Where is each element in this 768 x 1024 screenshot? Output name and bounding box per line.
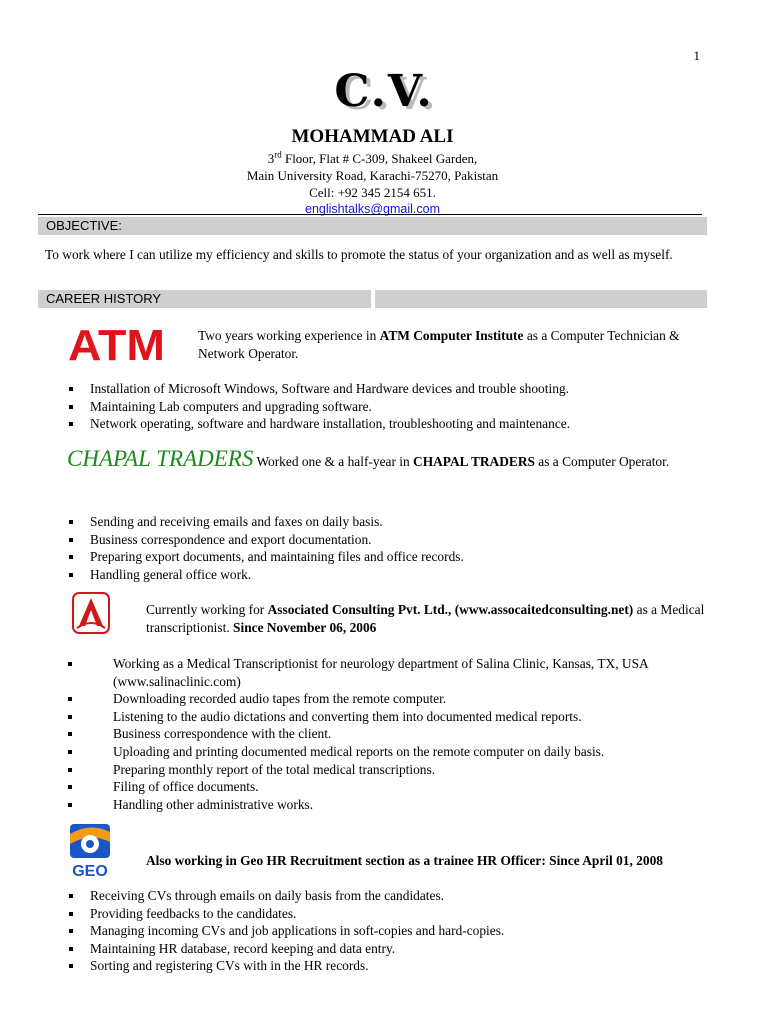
objective-text: To work where I can utilize my efficiency and skills to promote the status of your organization and as well as myself. bbox=[45, 247, 673, 262]
atm-intro bbox=[198, 327, 688, 363]
chapal-duties-list bbox=[67, 513, 707, 583]
career-history-heading-bar bbox=[38, 290, 371, 308]
acl-intro-role: as a Medical transcriptionist. bbox=[146, 602, 705, 635]
chapal-intro-lead: Worked one & a half-year in bbox=[253, 454, 414, 469]
cv-title: C.V. bbox=[334, 66, 434, 117]
list-item: Network operating, software and hardware installation, troubleshooting and maintenance. bbox=[67, 415, 707, 433]
atm-duties-list bbox=[67, 380, 707, 433]
address-line-1-text: Floor, Flat # C-309, Shakeel Garden, bbox=[281, 151, 478, 166]
chapal-employer: CHAPAL TRADERS bbox=[413, 454, 535, 469]
address-line-2: Main University Road, Karachi-75270, Pakistan bbox=[246, 168, 499, 183]
list-item: Maintaining Lab computers and upgrading software. bbox=[67, 398, 707, 416]
acl-intro-lead: Currently working for bbox=[146, 602, 268, 617]
list-item: Installation of Microsoft Windows, Software and Hardware devices and trouble shooting. bbox=[67, 380, 707, 398]
chapal-logo-text: CHAPAL TRADERS bbox=[67, 446, 254, 471]
list-item: Managing incoming CVs and job applications in soft-copies and hard-copies. bbox=[67, 922, 707, 940]
atm-logo-text: ATM bbox=[68, 326, 165, 362]
candidate-name: MOHAMMAD ALI bbox=[291, 126, 454, 147]
cell-number: Cell: +92 345 2154 651. bbox=[309, 185, 436, 200]
objective-heading-bar bbox=[38, 217, 707, 235]
geo-employer: Also working in Geo HR Recruitment section as a trainee HR Officer: Since April 01, 2008 bbox=[146, 853, 663, 868]
atm-employer: ATM Computer Institute bbox=[379, 328, 524, 343]
associated-consulting-logo-icon bbox=[72, 592, 110, 634]
list-item: Filing of office documents. bbox=[66, 778, 706, 796]
header-divider bbox=[38, 214, 702, 215]
objective-heading: OBJECTIVE: bbox=[46, 218, 122, 233]
list-item: Sending and receiving emails and faxes on daily basis. bbox=[67, 513, 707, 531]
list-item: Handling other administrative works. bbox=[66, 796, 706, 814]
geo-logo bbox=[66, 822, 114, 880]
acl-duties-list bbox=[66, 655, 706, 813]
list-item: Preparing monthly report of the total medical transcriptions. bbox=[66, 761, 706, 779]
chapal-intro-role: as a Computer Operator. bbox=[534, 454, 670, 469]
email-link[interactable]: englishtalks@gmail.com bbox=[305, 202, 440, 216]
list-item: Downloading recorded audio tapes from the remote computer. bbox=[66, 690, 706, 708]
list-item: Providing feedbacks to the candidates. bbox=[67, 905, 707, 923]
page-number: 1 bbox=[693, 48, 700, 63]
list-item-text: Working as a Medical Transcriptionist for neurology department of Salina Clinic, Kansas, TX, USA (www.salinaclinic.com) bbox=[113, 656, 648, 689]
chapal-intro bbox=[67, 446, 707, 471]
geo-duties-list bbox=[67, 887, 707, 975]
address-floor-number: 3 bbox=[267, 151, 275, 166]
career-history-bar-extension bbox=[375, 290, 707, 308]
list-item: Sorting and registering CVs with in the HR records. bbox=[67, 957, 707, 975]
career-history-heading: CAREER HISTORY bbox=[46, 291, 162, 306]
list-item: Listening to the audio dictations and converting them into documented medical reports. bbox=[66, 708, 706, 726]
email-line bbox=[0, 200, 745, 218]
acl-employer: Associated Consulting Pvt. Ltd., (www.assocaitedconsulting.net) bbox=[267, 602, 634, 617]
address-superscript: rd bbox=[274, 149, 282, 160]
atm-intro-role: as a Computer Technician & Network Operator. bbox=[198, 328, 680, 361]
atm-logo bbox=[68, 326, 165, 362]
geo-intro bbox=[146, 852, 706, 870]
list-item: Maintaining HR database, record keeping and data entry. bbox=[67, 940, 707, 958]
list-item: Handling general office work. bbox=[67, 566, 707, 584]
acl-intro bbox=[146, 601, 706, 637]
address-line-1 bbox=[0, 150, 745, 167]
acl-since-date: Since November 06, 2006 bbox=[233, 620, 377, 635]
list-item bbox=[66, 655, 706, 690]
atm-intro-lead: Two years working experience in bbox=[198, 328, 380, 343]
list-item: Business correspondence with the client. bbox=[66, 725, 706, 743]
list-item: Uploading and printing documented medical reports on the remote computer on daily basis. bbox=[66, 743, 706, 761]
list-item: Preparing export documents, and maintaining files and office records. bbox=[67, 548, 707, 566]
list-item: Business correspondence and export documentation. bbox=[67, 531, 707, 549]
list-item: Receiving CVs through emails on daily basis from the candidates. bbox=[67, 887, 707, 905]
geo-logo-text: GEO bbox=[72, 863, 108, 880]
